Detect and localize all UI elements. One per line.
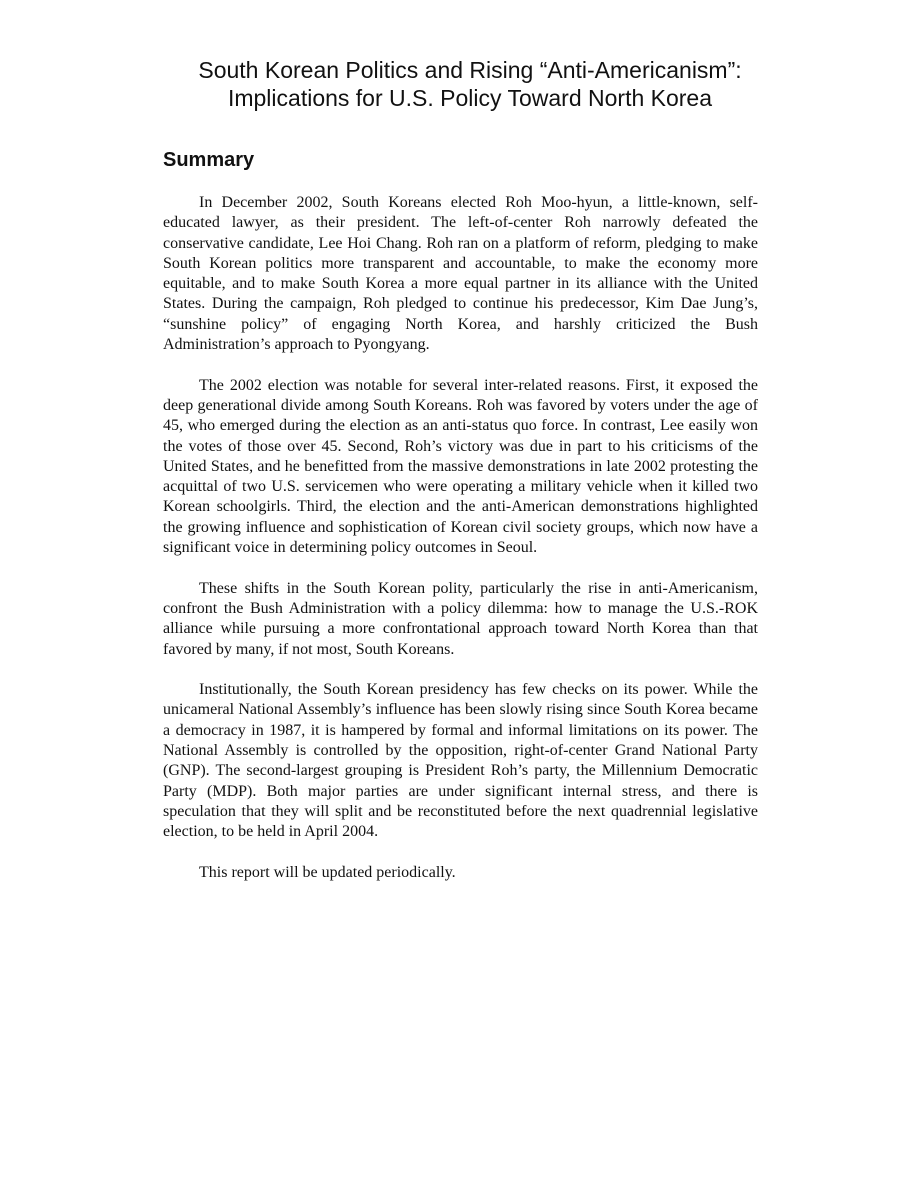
title-line-2: Implications for U.S. Policy Toward North Korea: [227, 85, 713, 111]
paragraph-significance: The 2002 election was notable for several inter-related reasons. First, it exposed the deep generational divide among South Koreans. Roh was favored by voters under the age of 45, who emerged during the election as an anti-status quo force. In contrast, Lee easily won the votes of those over 45. Second, Roh’s victory was due in part to his criticisms of the United States, and he benefitted from the massive demonstrations in late 2002 protesting the acquittal of two U.S. servicemen who were operating a military vehicle when it killed two Korean schoolgirls. Third, the election and the anti-American demonstrations highlighted the growing influence and sophistication of Korean civil society groups, which now have a significant voice in determining policy outcomes in Seoul.: [163, 376, 758, 557]
summary-heading: Summary: [163, 149, 255, 171]
summary-body: [163, 193, 758, 903]
title-line-1: South Korean Politics and Rising “Anti-Americanism”:: [198, 57, 742, 83]
paragraph-update-note: This report will be updated periodically.: [199, 863, 456, 881]
paragraph-election: In December 2002, South Koreans elected Roh Moo-hyun, a little-known, self-educated lawyer, as their president. The left-of-center Roh narrowly defeated the conservative candidate, Lee Hoi Chang. Roh ran on a platform of reform, pledging to make South Korean politics more transparent and accountable, to make the economy more equitable, and to make South Korea a more equal partner in its alliance with the United States. During the campaign, Roh pledged to continue his predecessor, Kim Dae Jung’s, “sunshine policy” of engaging North Korea, and harshly criticized the Bush Administration’s approach to Pyongyang.: [163, 194, 758, 354]
paragraph-policy-dilemma: These shifts in the South Korean polity, particularly the rise in anti-Americanism, confront the Bush Administration with a policy dilemma: how to manage the U.S.-ROK alliance while pursuing a more confrontational approach toward North Korea than that favored by many, if not most, South Koreans.: [163, 579, 758, 658]
document-title: [130, 56, 810, 112]
paragraph-institutions: Institutionally, the South Korean presidency has few checks on its power. While the unicameral National Assembly’s influence has been slowly rising since South Korea became a democracy in 1987, it is hampered by formal and informal limitations on its power. The National Assembly is controlled by the opposition, right-of-center Grand National Party (GNP). The second-largest grouping is President Roh’s party, the Millennium Democratic Party (MDP). Both major parties are under significant internal stress, and there is speculation that they will split and be reconstituted before the next quadrennial legislative election, to be held in April 2004.: [163, 681, 758, 841]
